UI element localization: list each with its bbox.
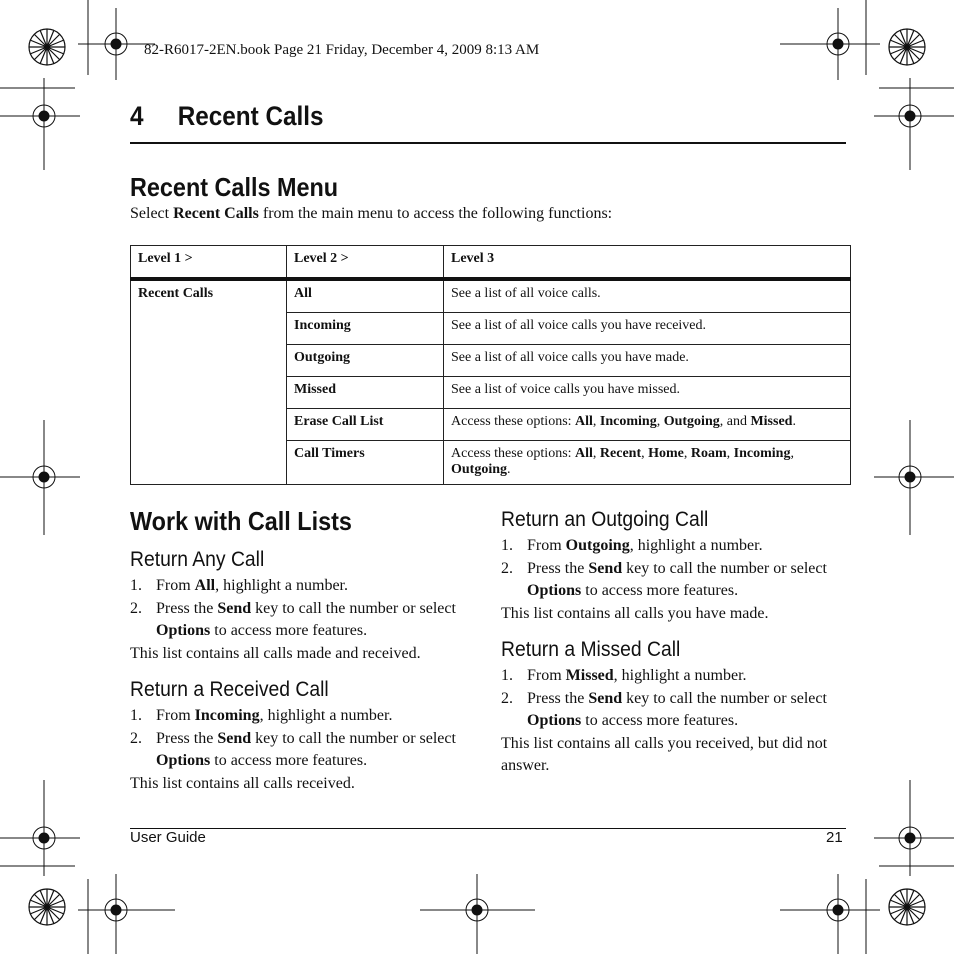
note-text: This list contains all calls received.: [130, 775, 355, 792]
subsection-title: Return a Received Call: [130, 678, 329, 701]
level2-cell: Call Timers: [287, 441, 444, 485]
left-column: [130, 545, 470, 805]
footer-title: User Guide: [130, 829, 206, 846]
level2-cell: Outgoing: [287, 345, 444, 377]
section-heading-menu: Recent Calls Menu: [130, 172, 339, 202]
intro-text: Select Recent Calls from the main menu to access the following functions:: [130, 205, 613, 222]
list-item: 2. Press the Send key to call the number or select Options to access more features.: [501, 690, 827, 729]
list-item: 2. Press the Send key to call the number or select Options to access more features.: [501, 560, 827, 599]
print-header: 82-R6017-2EN.book Page 21 Friday, December 4, 2009 8:13 AM: [144, 42, 540, 58]
level3-cell: See a list of all voice calls you have made.: [444, 345, 851, 377]
subsection-title: Return an Outgoing Call: [501, 508, 709, 531]
list-item: 1. From Incoming, highlight a number.: [130, 707, 393, 724]
level2-cell: Missed: [287, 377, 444, 409]
note-text: This list contains all calls made and received.: [130, 645, 421, 662]
level2-cell: Erase Call List: [287, 409, 444, 441]
table-row: [131, 279, 851, 313]
level3-cell: Access these options: All, Recent, Home, Roam, Incoming, Outgoing.: [444, 441, 851, 485]
steps-list: [130, 575, 470, 642]
table-header-cell: Level 1 >: [131, 246, 287, 280]
level3-cell: Access these options: All, Incoming, Outgoing, and Missed.: [444, 409, 851, 441]
table-header-row: [131, 246, 851, 280]
level2-cell: All: [287, 279, 444, 313]
chapter-number: 4: [130, 101, 144, 131]
list-item: 1. From Outgoing, highlight a number.: [501, 537, 763, 554]
steps-list: [130, 705, 470, 772]
list-item: 2. Press the Send key to call the number or select Options to access more features.: [130, 730, 456, 769]
footer-rule: [130, 828, 846, 829]
right-column: [501, 505, 851, 787]
level3-cell: See a list of all voice calls you have received.: [444, 313, 851, 345]
level2-cell: Incoming: [287, 313, 444, 345]
subsection-title: Return Any Call: [130, 548, 265, 571]
list-item: 2. Press the Send key to call the number or select Options to access more features.: [130, 600, 456, 639]
chapter-rule: [130, 142, 846, 144]
level3-cell: See a list of all voice calls.: [444, 279, 851, 313]
steps-list: [501, 535, 851, 602]
section-heading-work: Work with Call Lists: [130, 506, 352, 536]
table-header-cell: Level 3: [444, 246, 851, 280]
page-number: 21: [826, 829, 843, 846]
list-item: 1. From Missed, highlight a number.: [501, 667, 747, 684]
table-header-cell: Level 2 >: [287, 246, 444, 280]
level3-cell: See a list of voice calls you have missed.: [444, 377, 851, 409]
note-text: This list contains all calls you have made.: [501, 605, 769, 622]
steps-list: [501, 665, 851, 732]
chapter-heading: [130, 101, 324, 132]
chapter-title: Recent Calls: [177, 101, 324, 131]
subsection-title: Return a Missed Call: [501, 638, 681, 661]
list-item: 1. From All, highlight a number.: [130, 577, 348, 594]
note-text: This list contains all calls you received, but did not answer.: [501, 735, 828, 774]
menu-table: [130, 245, 851, 485]
level1-cell: Recent Calls: [131, 279, 287, 485]
